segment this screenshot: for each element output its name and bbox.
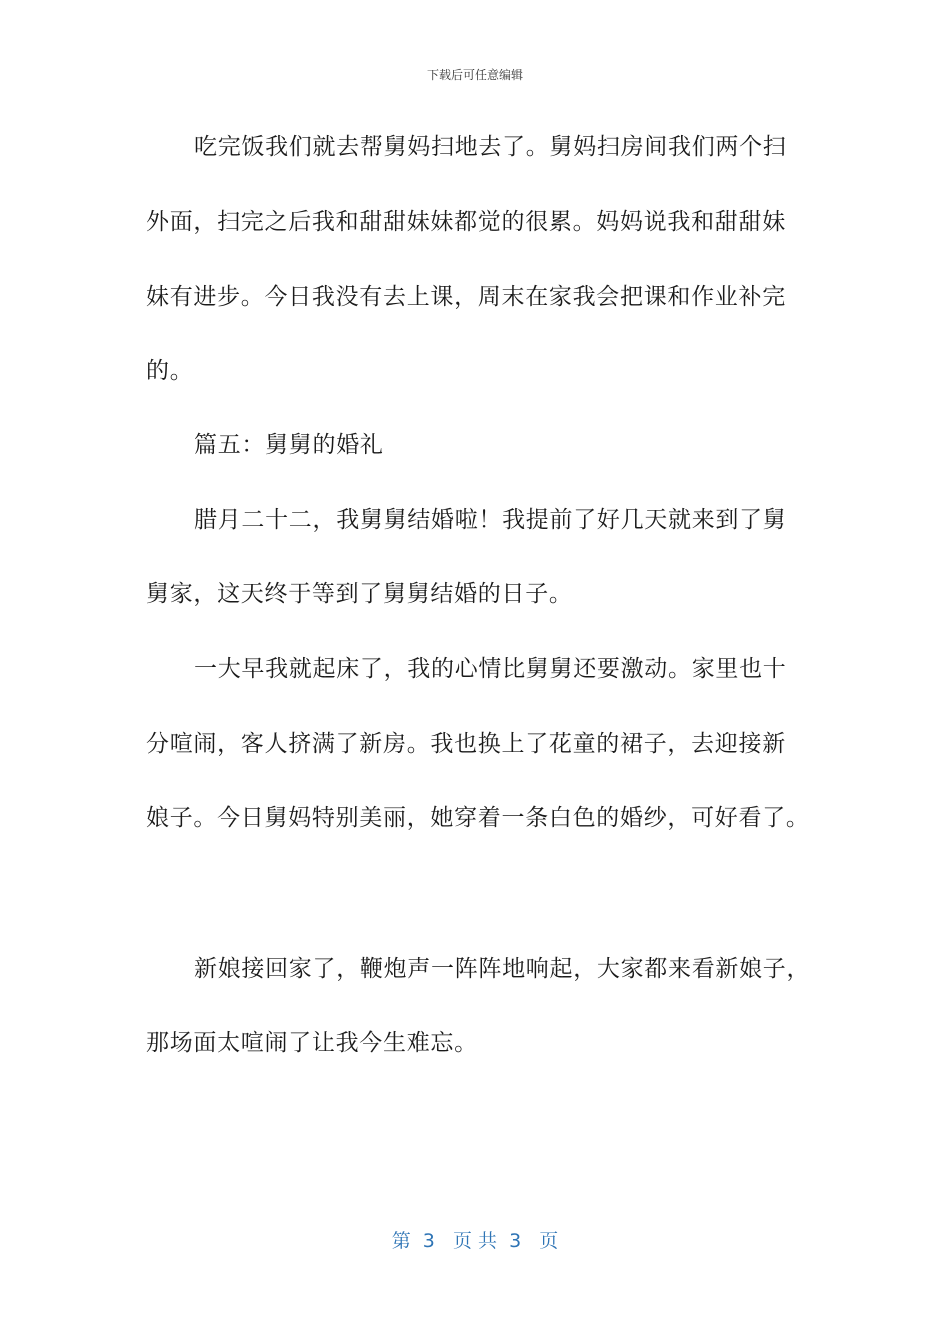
page-header: 下载后可任意编辑 xyxy=(426,68,523,82)
body-line: 一大早我就起床了，我的心情比舅舅还要激动。家里也十 xyxy=(194,656,787,682)
body-line: 吃完饭我们就去帮舅妈扫地去了。舅妈扫房间我们两个扫 xyxy=(194,134,787,160)
body-line: 外面，扫完之后我和甜甜妹妹都觉的很累。妈妈说我和甜甜妹 xyxy=(146,209,786,235)
body-line: 娘子。今日舅妈特别美丽，她穿着一条白色的婚纱，可好看了。 xyxy=(146,805,810,831)
body-line: 舅家，这天终于等到了舅舅结婚的日子。 xyxy=(146,581,573,607)
body-line: 分喧闹，客人挤满了新房。我也换上了花童的裙子，去迎接新 xyxy=(146,731,786,757)
body-line: 妹有进步。今日我没有去上课，周末在家我会把课和作业补完 xyxy=(146,284,786,310)
body-line: 的。 xyxy=(146,358,194,384)
body-line: 新娘接回家了，鞭炮声一阵阵地响起，大家都来看新娘子， xyxy=(194,956,811,982)
body-line: 腊月二十二，我舅舅结婚啦！我提前了好几天就来到了舅 xyxy=(194,507,787,533)
section-heading: 篇五：舅舅的婚礼 xyxy=(194,432,384,458)
page-number-footer: 第 3 页 共 3 页 xyxy=(391,1230,559,1252)
body-line: 那场面太喧闹了让我今生难忘。 xyxy=(146,1030,478,1056)
